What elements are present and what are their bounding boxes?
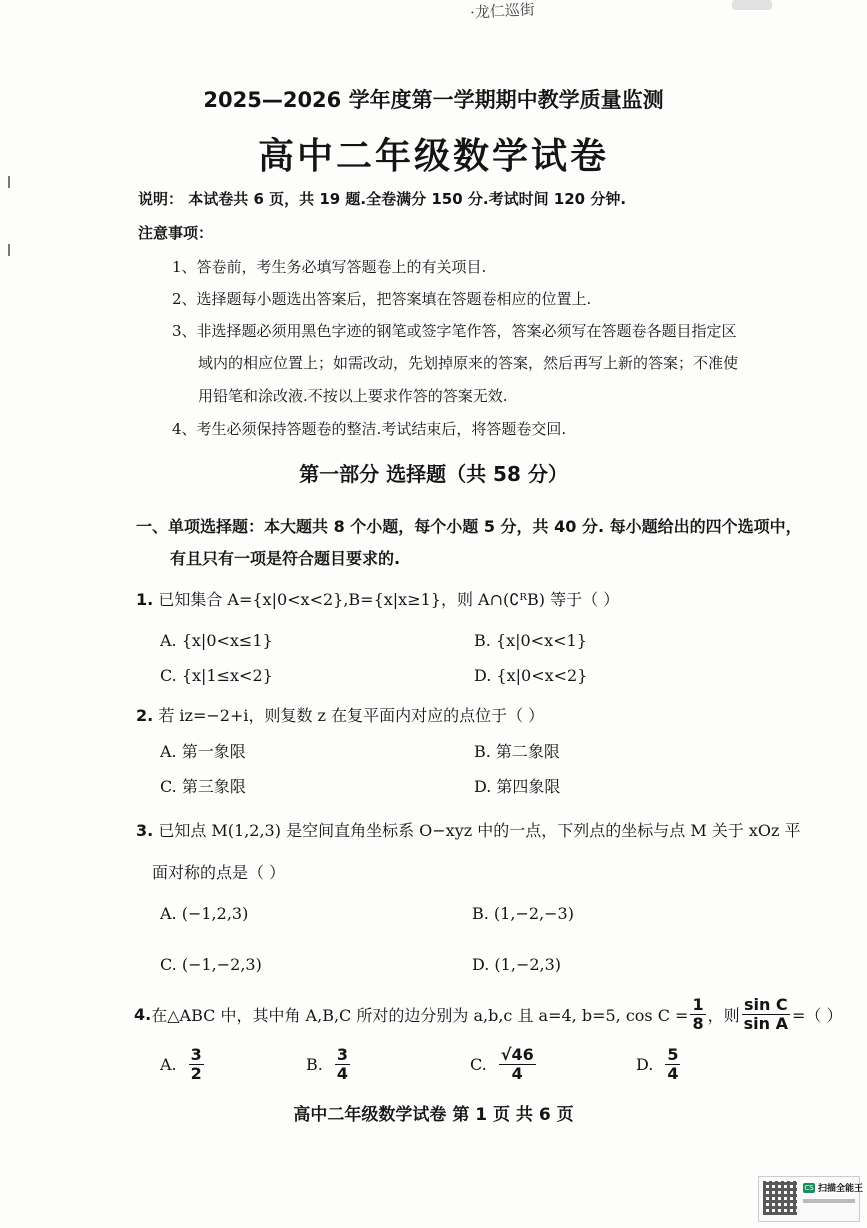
question-number: 1. <box>136 590 154 609</box>
edge-mark <box>8 244 10 256</box>
scanner-subtext <box>803 1199 855 1203</box>
note-item: 用铅笔和涂改液.不按以上要求作答的答案无效. <box>198 387 508 405</box>
q3-option-b: B. (1,−2,−3) <box>472 904 574 923</box>
q4-option-d: D. $\frac{5}{4}$ <box>636 1045 679 1083</box>
question-number: 3. <box>136 821 154 840</box>
question-number: 2. <box>136 706 154 725</box>
section-instruction-cont: 有且只有一项是符合题目要求的. <box>170 549 401 568</box>
note-item: 3、非选择题必须用黑色字迹的钢笔或签字笔作答，答案必须写在答题卷各题目指定区 <box>172 322 737 340</box>
qr-code-icon <box>763 1181 797 1215</box>
question-stem-end: =（ ） <box>791 1005 843 1025</box>
q2-option-a: A. 第一象限 <box>160 742 246 761</box>
note-item: 1、答卷前，考生务必填写答题卷上的有关项目. <box>172 258 487 276</box>
q3-option-c: C. (−1,−2,3) <box>160 955 262 974</box>
notes-heading: 注意事项： <box>138 224 214 242</box>
sine-ratio-fraction: $\frac{\text{sin C}}{\text{sin A}}$ <box>743 995 788 1033</box>
note-item: 2、选择题每小题选出答案后，把答案填在答题卷相应的位置上. <box>172 290 592 308</box>
q1-option-d: D. {x|0<x<2} <box>474 666 588 685</box>
scanner-app-name: 扫描全能王 <box>818 1184 864 1194</box>
q4-option-c: C. $\frac{√46}{4}$ <box>470 1045 534 1083</box>
exam-title: 2025—2026 学年度第一学期期中教学质量监测 <box>203 88 664 112</box>
question-stem: 已知点 M(1,2,3) 是空间直角坐标系 O−xyz 中的一点，下列点的坐标与点 M 关于 xOz 平 <box>158 821 801 840</box>
question-stem: 若 iz=−2+i，则复数 z 在复平面内对应的点位于（ ） <box>158 706 545 725</box>
q2-option-c: C. 第三象限 <box>160 777 246 796</box>
paper-title: 高中二年级数学试卷 <box>257 135 609 177</box>
q1-option-a: A. {x|0<x≤1} <box>160 631 273 650</box>
scanner-watermark <box>758 1176 864 1222</box>
question-3-stem-cont: 面对称的点是（ ） <box>152 863 286 882</box>
note-item: 4、考生必须保持答题卷的整洁.考试结束后，将答题卷交回. <box>172 420 567 438</box>
q1-option-b: B. {x|0<x<1} <box>474 631 587 650</box>
q2-option-d: D. 第四象限 <box>474 777 561 796</box>
question-number: 4. <box>134 1004 152 1024</box>
option-fraction: $\frac{√46}{4}$ <box>500 1045 534 1083</box>
question-stem: 在△ABC 中，其中角 A,B,C 所对的边分别为 a,b,c 且 a=4, b=5, cos C = <box>151 1005 689 1025</box>
section-title: 第一部分 选择题（共 58 分） <box>299 462 568 486</box>
top-handwriting: ·龙仁巡街 <box>469 0 536 22</box>
option-fraction: $\frac{3}{4}$ <box>336 1045 348 1083</box>
question-1 <box>136 587 619 610</box>
q2-option-b: B. 第二象限 <box>474 742 560 761</box>
section-instruction: 一、单项选择题：本大题共 8 个小题，每个小题 5 分，共 40 分. 每小题给出的四个选项中， <box>136 517 802 536</box>
question-3 <box>136 818 801 841</box>
q3-option-d: D. (1,−2,3) <box>472 955 562 974</box>
q4-option-b: B. $\frac{3}{4}$ <box>306 1045 348 1083</box>
option-fraction: $\frac{5}{4}$ <box>667 1045 679 1083</box>
q1-option-c: C. {x|1≤x<2} <box>160 666 273 685</box>
question-4 <box>134 996 842 1032</box>
scan-smudge <box>732 0 772 10</box>
camscanner-logo-icon: CS <box>804 1184 814 1192</box>
page-footer: 高中二年级数学试卷 第 1 页 共 6 页 <box>293 1105 574 1125</box>
exam-description: 说明： 本试卷共 6 页，共 19 题.全卷满分 150 分.考试时间 120 分钟. <box>138 190 627 208</box>
question-stem-mid: ，则 <box>707 1005 740 1025</box>
q3-option-a: A. (−1,2,3) <box>160 904 249 923</box>
q4-option-a: A. $\frac{3}{2}$ <box>160 1045 202 1083</box>
cos-fraction: $\frac{1}{8}$ <box>692 995 704 1033</box>
note-item: 域内的相应位置上；如需改动，先划掉原来的答案，然后再写上新的答案；不准使 <box>198 354 739 372</box>
option-fraction: $\frac{3}{2}$ <box>190 1045 202 1083</box>
question-2 <box>136 703 544 726</box>
question-stem: 已知集合 A={x|0<x<2},B={x|x≥1}，则 A∩(∁ᴿB) 等于（ ） <box>158 590 620 609</box>
